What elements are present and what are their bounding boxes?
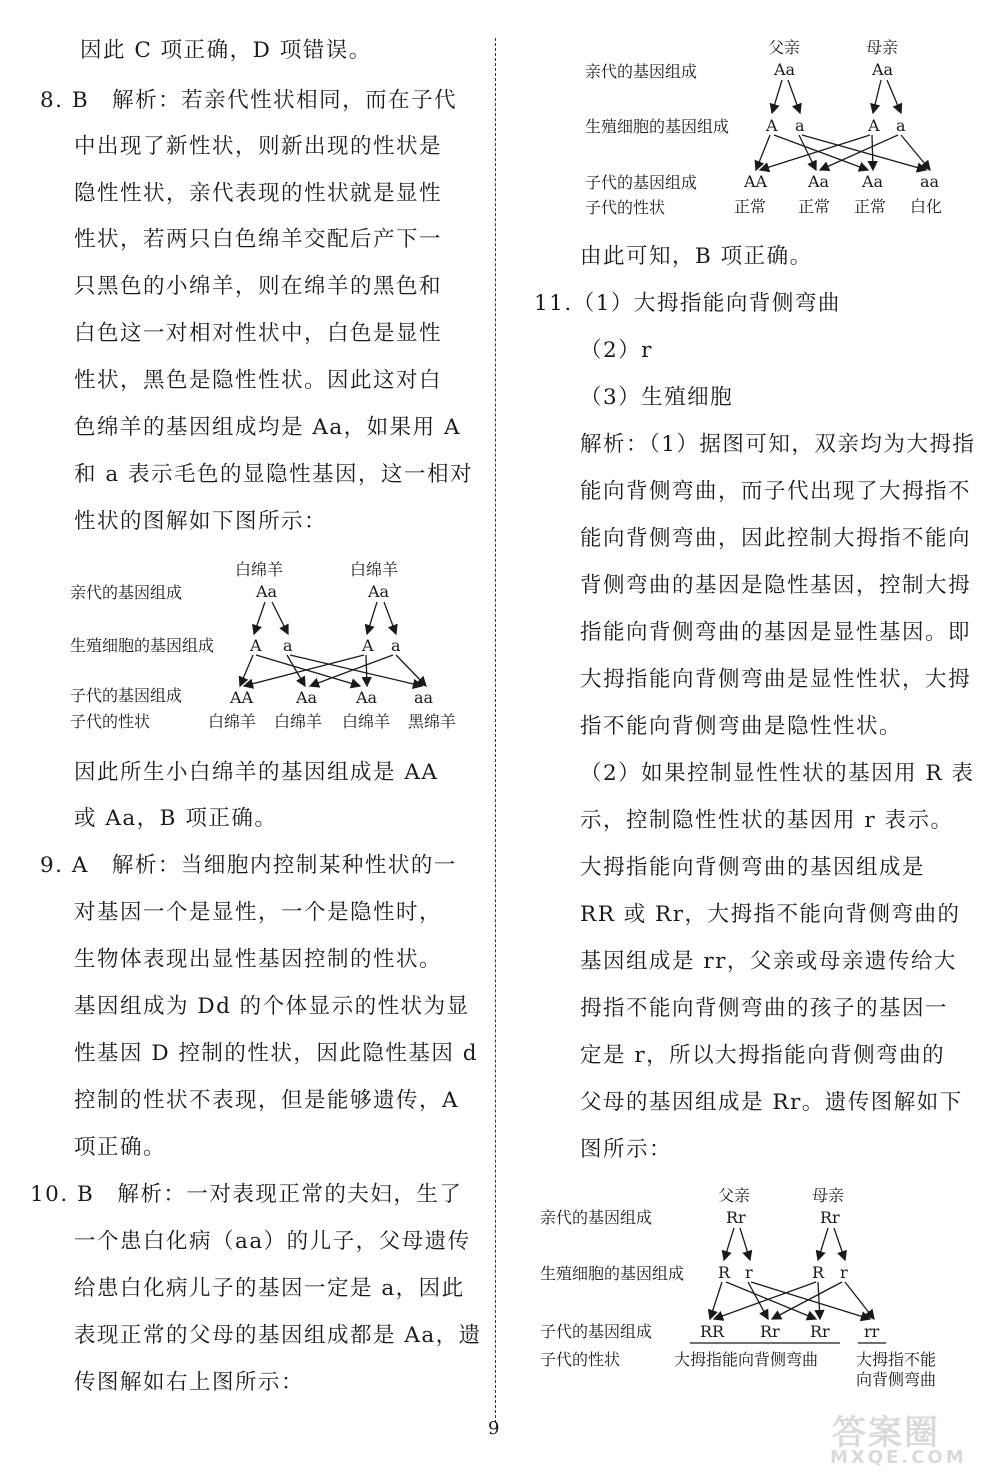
parent-label: 父亲 [768,38,801,57]
text-line: 色绵羊的基因组成均是 Aa，如果用 A [74,415,462,440]
text-line: 只黑色的小绵羊，则在绵羊的黑色和 [74,274,443,299]
text-line: 中出现了新性状，则新出现的性状是 [74,134,443,159]
text-line: 或 Aa，B 项正确。 [74,806,278,831]
arrow [367,602,377,634]
text-line: 一个患白化病（aa）的儿子，父母遗传 [74,1229,471,1254]
parent-genotype: Aa [256,582,278,601]
parent-label: 白绵羊 [350,560,399,579]
text-line: （2）如果控制显性性状的基因用 R 表 [580,761,975,786]
gamete: a [283,636,293,655]
arrow [310,655,393,686]
gamete: A [362,636,374,655]
offspring-trait: 大拇指不能 [856,1350,937,1369]
gamete: a [896,116,906,135]
text-line: 性状，若两只白色绵羊交配后产下一 [74,227,443,252]
text-line: 大拇指能向背侧弯曲是显性性状，大拇 [580,667,972,692]
text-line: RR 或 Rr，大拇指不能向背侧弯曲的 [580,902,961,927]
arrow [724,1228,734,1260]
text-line: 白色这一对相对性状中，白色是显性 [74,321,443,346]
offspring-genotype: Aa [356,688,378,707]
offspring-trait: 白绵羊 [342,712,391,731]
gamete: A [766,116,778,135]
sheep-arrows [40,0,470,760]
text-line: 隐性性状，亲代表现的性状就是显性 [74,181,443,206]
text-line: 父母的基因组成是 Rr。遗传图解如下 [580,1090,963,1115]
offspring-trait: 白化 [910,197,943,216]
watermark-url: MXQE.COM [830,1447,967,1468]
text-line: 生物体表现出显性基因控制的性状。 [74,947,443,972]
text-line: 项正确。 [74,1135,167,1160]
text-line: 能向背侧弯曲，因此控制大拇指不能向 [580,526,972,551]
text-line: 性状，黑色是隐性性状。因此这对白 [74,368,443,393]
text-line: 大拇指能向背侧弯曲的基因组成是 [580,855,926,880]
answer-10-line: 10. B 解析：一对表现正常的夫妇，生了 [30,1182,463,1207]
arrow [384,602,396,634]
answer-8-line: 8. B 解析：若亲代性状相同，而在子代 [40,88,458,113]
text-line: （2）r [580,338,653,363]
text-line: 能向背侧弯曲，而子代出现了大拇指不 [580,479,972,504]
column-divider [495,38,496,1423]
text-line: 由此可知，B 项正确。 [580,244,813,269]
watermark-logo [822,1405,992,1471]
gamete: r [745,1263,753,1282]
arrow [818,1228,828,1260]
arrow [772,1282,842,1319]
offspring-trait: 白绵羊 [208,712,257,731]
offspring-genotype: rr [864,1322,880,1341]
text-line: 基因组成为 Dd 的个体显示的性状为显 [74,994,470,1019]
text-line: 对基因一个是显性，一个是隐性时， [74,900,443,925]
text-line: （3）生殖细胞 [580,385,734,410]
text-line: 示，控制隐性性状的基因用 r 表示。 [580,808,954,833]
arrow [740,1228,750,1260]
parent-label: 父亲 [718,1186,751,1205]
offspring-genotype: AA [230,688,254,707]
arrow [845,1282,874,1319]
arrow [834,1228,845,1260]
text-line: 传图解如右上图所示： [74,1370,305,1395]
row-label: 子代的性状 [70,712,151,731]
gamete: R [812,1263,825,1282]
gamete: r [840,1263,848,1282]
gamete: A [868,116,880,135]
offspring-trait: 向背侧弯曲 [856,1370,937,1389]
text-line: 指不能向背侧弯曲是隐性性状。 [580,714,903,739]
parent-label: 白绵羊 [235,560,284,579]
text-line: 因此 C 项正确，D 项错误。 [80,38,372,63]
offspring-genotype: aa [414,688,434,707]
offspring-genotype: Aa [862,172,884,191]
arrow [751,1282,870,1319]
text-line: 和 a 表示毛色的显隐性基因，这一相对 [74,462,473,487]
text-line: 拇指不能向背侧弯曲的孩子的基因一 [580,996,949,1021]
arrow [818,1282,820,1319]
offspring-genotype: AA [744,172,768,191]
text-line: 指能向背侧弯曲的基因是显性基因。即 [580,620,972,645]
offspring-trait: 正常 [798,197,831,216]
text-line: 控制的性状不表现，但是能够遗传，A [74,1088,460,1113]
text-line: 因此所生小白绵羊的基因组成是 AA [74,760,439,785]
parent-label: 母亲 [812,1186,845,1205]
offspring-genotype: Aa [808,172,830,191]
row-label: 子代的基因组成 [540,1322,653,1341]
gamete: a [795,116,805,135]
parent-genotype: Aa [774,60,796,79]
text-line: 性状的图解如下图所示： [74,509,328,534]
text-line: 给患白化病儿子的基因一定是 a，因此 [74,1276,465,1301]
offspring-trait: 黑绵羊 [408,712,457,731]
offspring-trait: 大拇指能向背侧弯曲 [674,1350,819,1369]
offspring-genotype: aa [920,172,940,191]
parent-label: 母亲 [866,38,899,57]
parent-genotype: Rr [726,1208,746,1227]
text-line: 背侧弯曲的基因是隐性基因，控制大拇 [580,573,972,598]
row-label: 亲代的基因组成 [585,62,698,81]
arrow [710,1282,722,1319]
row-label: 子代的基因组成 [585,173,698,192]
row-label: 子代的性状 [585,198,666,217]
offspring-trait: 白绵羊 [274,712,323,731]
answer-11-line: 11.（1）大拇指能向背侧弯曲 [534,291,841,316]
text-line: 定是 r，所以大拇指能向背侧弯曲的 [580,1043,946,1068]
offspring-genotype: Rr [760,1322,780,1341]
answer-9-line: 9. A 解析：当细胞内控制某种性状的一 [40,853,457,878]
offspring-genotype: RR [700,1322,725,1341]
text-line: 图所示： [580,1137,673,1162]
text-line: 基因组成是 rr，父亲或母亲遗传给大 [580,949,957,974]
row-label: 子代的基因组成 [70,686,183,705]
offspring-genotype: Rr [810,1322,830,1341]
row-label: 亲代的基因组成 [540,1208,653,1227]
page-number: 9 [488,1418,500,1439]
offspring-genotype: Aa [296,688,318,707]
gamete: a [391,636,401,655]
gamete: A [250,636,262,655]
text-line: 表现正常的父母的基因组成都是 Aa，遗 [74,1323,482,1348]
row-label: 生殖细胞的基因组成 [70,636,215,655]
arrow [254,602,265,634]
row-label: 子代的性状 [540,1350,621,1369]
text-line: 解析：（1）据图可知，双亲均为大拇指 [580,432,976,457]
parent-genotype: Aa [368,582,390,601]
arrow [366,655,367,686]
thumb-arrows [540,0,970,1400]
offspring-trait: 正常 [734,197,767,216]
arrow [240,655,253,686]
offspring-trait: 正常 [854,197,887,216]
arrow [272,602,288,634]
text-line: 性基因 D 控制的性状，因此隐性基因 d [74,1041,479,1066]
watermark-title: 答案圈 [832,1413,940,1453]
row-label: 生殖细胞的基因组成 [585,117,730,136]
parent-genotype: Rr [820,1208,840,1227]
row-label: 生殖细胞的基因组成 [540,1264,685,1283]
gamete: R [718,1263,731,1282]
parent-genotype: Aa [872,60,894,79]
row-label: 亲代的基因组成 [70,583,183,602]
